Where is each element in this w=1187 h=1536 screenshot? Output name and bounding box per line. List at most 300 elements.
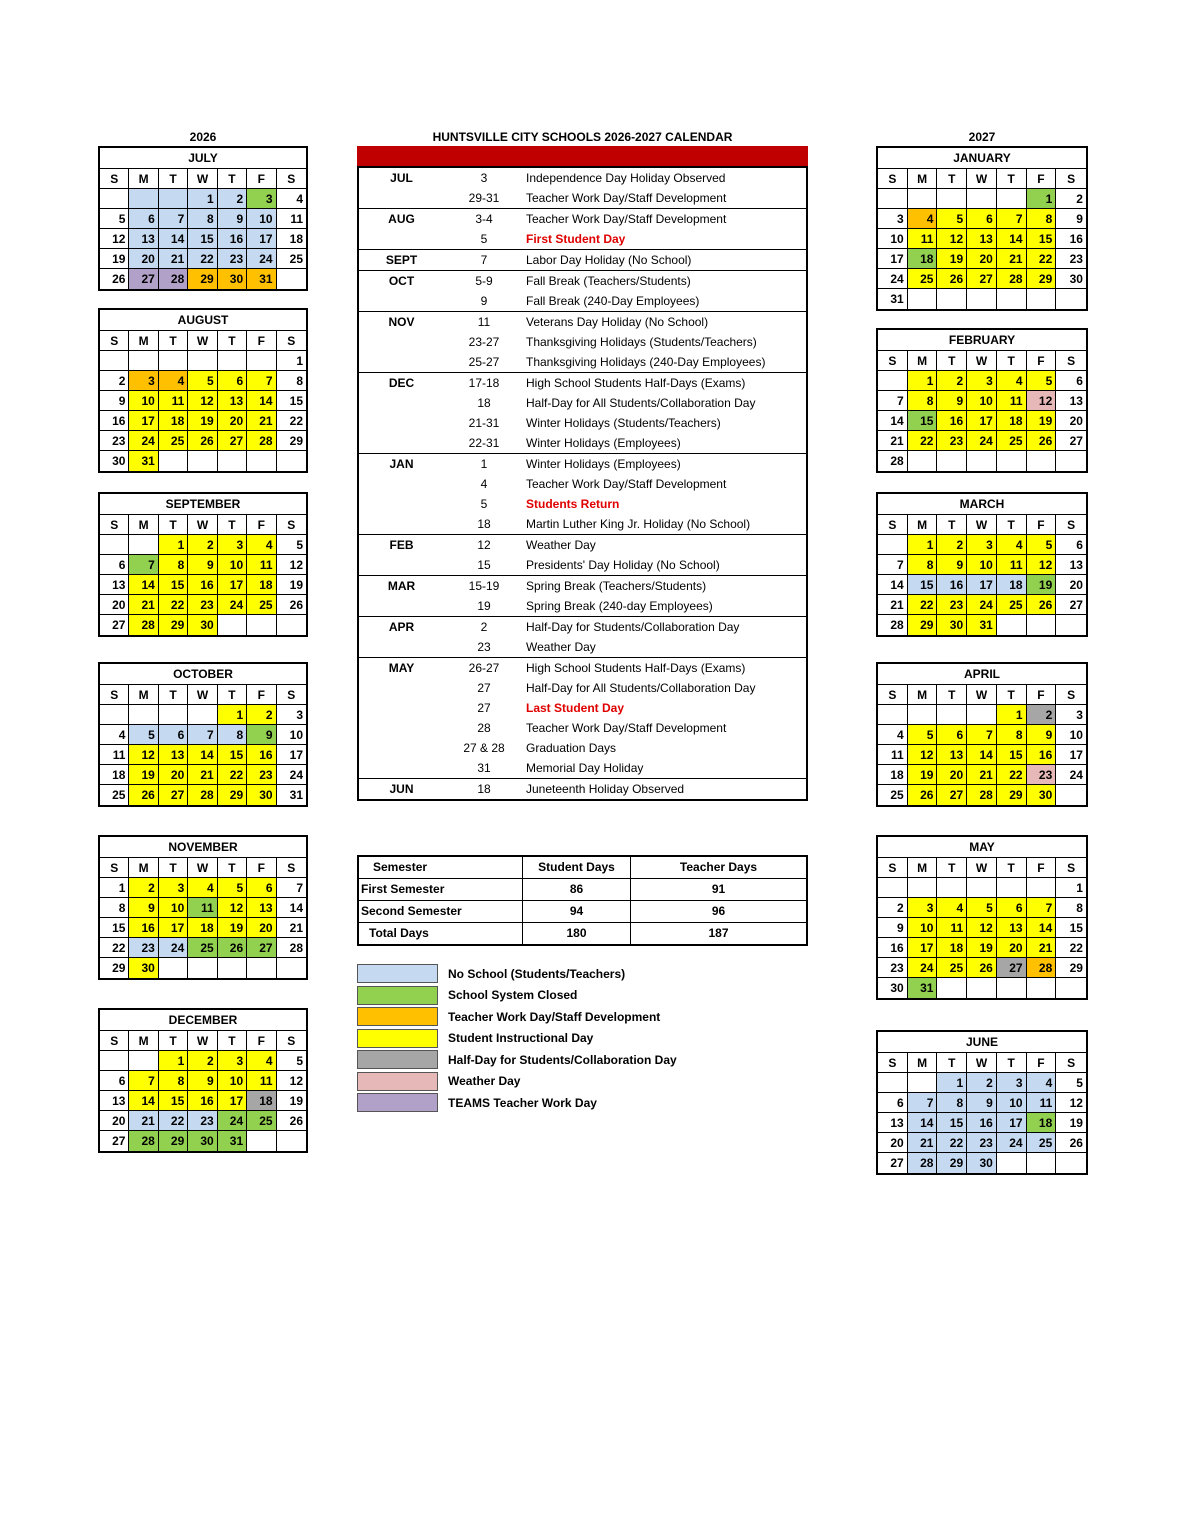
day-cell: 13	[967, 229, 997, 249]
empty-day-cell	[129, 535, 158, 555]
day-cell: 13	[100, 1091, 129, 1111]
day-cell: 11	[247, 555, 276, 575]
day-header: T	[159, 515, 188, 535]
event-month: MAR	[387, 579, 416, 593]
event-date: 17-18	[468, 376, 500, 390]
legend-item	[357, 1049, 677, 1071]
day-cell: 19	[937, 249, 967, 269]
day-cell: 29	[159, 1131, 188, 1151]
day-cell: 31	[218, 1131, 247, 1151]
day-cell: 16	[188, 1091, 217, 1111]
day-cell: 15	[937, 1113, 967, 1133]
day-header: S	[277, 515, 306, 535]
day-cell: 2	[878, 898, 908, 918]
day-cell: 27	[247, 938, 276, 958]
event-month: AUG	[388, 212, 415, 226]
day-cell: 16	[218, 229, 247, 249]
empty-day-cell	[129, 705, 158, 725]
day-header: S	[277, 858, 306, 878]
event-group	[359, 576, 806, 617]
day-cell: 1	[159, 1051, 188, 1071]
day-cell: 23	[878, 958, 908, 978]
day-cell: 4	[1027, 1073, 1057, 1093]
day-cell: 17	[159, 918, 188, 938]
day-cell: 11	[878, 745, 908, 765]
month-january	[876, 146, 1088, 311]
event-row	[359, 678, 806, 698]
event-description: Winter Holidays (Employees)	[526, 436, 681, 450]
day-cell: 6	[997, 898, 1027, 918]
legend-swatch	[357, 1007, 438, 1026]
day-cell: 8	[908, 391, 938, 411]
legend-label: School System Closed	[448, 988, 578, 1003]
day-header: F	[1027, 169, 1057, 189]
day-cell: 29	[937, 1153, 967, 1173]
day-header: T	[997, 351, 1027, 371]
day-cell: 26	[129, 785, 158, 805]
day-cell: 29	[908, 615, 938, 635]
day-cell: 24	[967, 431, 997, 451]
day-cell: 6	[1056, 535, 1086, 555]
day-header: F	[1027, 1053, 1057, 1073]
day-cell: 22	[908, 431, 938, 451]
day-cell: 4	[247, 535, 276, 555]
day-cell: 27	[937, 785, 967, 805]
day-cell: 20	[997, 938, 1027, 958]
month-title: APRIL	[878, 664, 1086, 685]
day-cell: 11	[997, 555, 1027, 575]
empty-day-cell	[1056, 1153, 1086, 1173]
day-cell: 12	[188, 391, 217, 411]
day-cell: 29	[188, 269, 217, 289]
totals-row	[359, 923, 806, 944]
empty-day-cell	[1056, 785, 1086, 805]
day-cell: 27	[159, 785, 188, 805]
empty-day-cell	[159, 451, 188, 471]
day-header: T	[997, 169, 1027, 189]
day-cell: 1	[188, 189, 217, 209]
event-month	[359, 188, 444, 208]
month-title: SEPTEMBER	[100, 494, 306, 515]
day-cell: 17	[247, 229, 276, 249]
event-description: Weather Day	[526, 538, 596, 552]
day-cell: 17	[997, 1113, 1027, 1133]
day-cell: 7	[1027, 898, 1057, 918]
day-cell: 28	[967, 785, 997, 805]
day-cell: 19	[908, 765, 938, 785]
empty-day-cell	[967, 878, 997, 898]
event-description: Spring Break (240-day Employees)	[526, 599, 713, 613]
empty-day-cell	[1056, 451, 1086, 471]
day-header: M	[908, 351, 938, 371]
day-cell: 11	[997, 391, 1027, 411]
empty-day-cell	[967, 451, 997, 471]
day-header: F	[1027, 685, 1057, 705]
day-cell: 8	[937, 1093, 967, 1113]
empty-day-cell	[218, 351, 247, 371]
day-cell: 25	[247, 595, 276, 615]
day-header: F	[247, 331, 276, 351]
day-cell: 7	[967, 725, 997, 745]
event-month	[359, 413, 444, 433]
day-cell: 22	[1027, 249, 1057, 269]
legend-label: Student Instructional Day	[448, 1031, 594, 1046]
day-cell: 7	[277, 878, 306, 898]
event-row	[359, 454, 806, 474]
day-header: S	[878, 515, 908, 535]
day-header: M	[908, 858, 938, 878]
event-row	[359, 250, 806, 270]
event-date: 26-27	[468, 661, 500, 675]
day-cell: 20	[129, 249, 158, 269]
month-title: MAY	[878, 837, 1086, 858]
event-month	[359, 291, 444, 311]
totals-header-cell: Student Days	[523, 857, 631, 878]
event-month	[359, 555, 444, 575]
event-row	[359, 576, 806, 596]
day-header: S	[1056, 169, 1086, 189]
day-cell: 16	[247, 745, 276, 765]
day-header: T	[997, 1053, 1027, 1073]
day-cell: 2	[937, 535, 967, 555]
event-date: 5	[480, 497, 488, 511]
empty-day-cell	[997, 289, 1027, 309]
day-cell: 5	[129, 725, 158, 745]
day-cell: 5	[277, 535, 306, 555]
event-row	[359, 168, 806, 188]
event-row	[359, 433, 806, 453]
legend-item	[357, 1092, 677, 1114]
day-header: S	[878, 858, 908, 878]
day-cell: 30	[1056, 269, 1086, 289]
day-header: T	[218, 331, 247, 351]
day-cell: 25	[997, 431, 1027, 451]
totals-row	[359, 879, 806, 901]
event-group	[359, 535, 806, 576]
legend-swatch	[357, 986, 438, 1005]
event-description: Thanksgiving Holidays (240-Day Employees)	[526, 355, 766, 369]
empty-day-cell	[908, 451, 938, 471]
day-cell: 21	[967, 765, 997, 785]
day-cell: 8	[997, 725, 1027, 745]
empty-day-cell	[218, 958, 247, 978]
event-description: Juneteenth Holiday Observed	[526, 782, 685, 796]
day-header: W	[967, 858, 997, 878]
day-cell: 12	[937, 229, 967, 249]
day-header: F	[247, 169, 276, 189]
day-cell: 29	[218, 785, 247, 805]
event-date: 18	[477, 517, 491, 531]
day-cell: 22	[908, 595, 938, 615]
day-cell: 5	[1027, 371, 1057, 391]
event-description: Winter Holidays (Students/Teachers)	[526, 416, 721, 430]
day-cell: 10	[159, 898, 188, 918]
day-header: W	[188, 331, 217, 351]
empty-day-cell	[997, 1153, 1027, 1173]
totals-row	[359, 901, 806, 923]
day-cell: 5	[277, 1051, 306, 1071]
event-description: Teacher Work Day/Staff Development	[526, 212, 727, 226]
day-cell: 3	[997, 1073, 1027, 1093]
day-cell: 22	[277, 411, 306, 431]
day-cell: 1	[218, 705, 247, 725]
day-cell: 22	[1056, 938, 1086, 958]
day-header: W	[967, 685, 997, 705]
day-cell: 14	[878, 575, 908, 595]
empty-day-cell	[908, 705, 938, 725]
day-header: S	[878, 169, 908, 189]
event-row	[359, 352, 806, 372]
day-cell: 1	[908, 371, 938, 391]
day-cell: 17	[1056, 745, 1086, 765]
day-cell: 2	[937, 371, 967, 391]
event-description: Teacher Work Day/Staff Development	[526, 477, 727, 491]
day-cell: 21	[908, 1133, 938, 1153]
month-september	[98, 492, 308, 637]
day-cell: 27	[878, 1153, 908, 1173]
day-cell: 4	[100, 725, 129, 745]
day-cell: 22	[100, 938, 129, 958]
day-cell: 8	[159, 555, 188, 575]
day-cell: 13	[1056, 391, 1086, 411]
day-cell: 24	[277, 765, 306, 785]
day-cell: 5	[937, 209, 967, 229]
day-cell: 26	[277, 595, 306, 615]
day-cell: 25	[247, 1111, 276, 1131]
day-cell: 15	[159, 575, 188, 595]
day-cell: 30	[129, 958, 158, 978]
day-header: T	[218, 515, 247, 535]
day-cell: 27	[218, 431, 247, 451]
day-cell: 30	[967, 1153, 997, 1173]
day-cell: 11	[247, 1071, 276, 1091]
day-cell: 31	[289, 788, 303, 802]
day-cell: 28	[159, 269, 188, 289]
event-month	[359, 433, 444, 453]
day-cell: 3	[1056, 705, 1086, 725]
day-header: W	[188, 858, 217, 878]
day-cell: 20	[100, 595, 129, 615]
day-header: W	[967, 169, 997, 189]
event-row	[359, 758, 806, 778]
empty-day-cell	[1056, 289, 1086, 309]
day-cell: 18	[100, 765, 129, 785]
day-cell: 28	[997, 269, 1027, 289]
day-cell: 8	[100, 898, 129, 918]
event-month: MAY	[388, 661, 415, 675]
month-title: MARCH	[878, 494, 1086, 515]
empty-day-cell	[218, 615, 247, 635]
totals-header-row	[359, 857, 806, 879]
day-cell: 14	[129, 1091, 158, 1111]
empty-day-cell	[878, 878, 908, 898]
event-row	[359, 738, 806, 758]
day-cell: 4	[159, 371, 188, 391]
empty-day-cell	[247, 615, 276, 635]
day-header: M	[129, 331, 158, 351]
month-title: DECEMBER	[100, 1010, 306, 1031]
day-cell: 28	[129, 1131, 158, 1151]
day-cell: 21	[159, 249, 188, 269]
event-month	[359, 393, 444, 413]
day-cell: 2	[967, 1073, 997, 1093]
day-cell: 3	[159, 878, 188, 898]
day-cell: 16	[878, 938, 908, 958]
day-header: T	[997, 858, 1027, 878]
day-cell: 2	[188, 1051, 217, 1071]
day-cell: 16	[129, 918, 158, 938]
day-cell: 21	[878, 431, 908, 451]
day-header: W	[188, 515, 217, 535]
day-cell: 14	[247, 391, 276, 411]
day-cell: 19	[218, 918, 247, 938]
day-header: T	[159, 331, 188, 351]
day-cell: 4	[997, 535, 1027, 555]
day-cell: 18	[277, 229, 306, 249]
event-description: Fall Break (Teachers/Students)	[526, 274, 691, 288]
day-cell: 29	[159, 615, 188, 635]
day-cell: 25	[908, 269, 938, 289]
day-header: M	[908, 515, 938, 535]
empty-day-cell	[878, 189, 908, 209]
event-description: Martin Luther King Jr. Holiday (No School)	[526, 517, 751, 531]
day-cell: 20	[937, 765, 967, 785]
day-header: S	[277, 169, 306, 189]
empty-day-cell	[1056, 615, 1086, 635]
day-cell: 28	[878, 451, 908, 471]
empty-day-cell	[967, 705, 997, 725]
day-header: S	[100, 331, 129, 351]
empty-day-cell	[878, 371, 908, 391]
day-cell: 22	[218, 765, 247, 785]
day-header: T	[218, 169, 247, 189]
empty-day-cell	[967, 289, 997, 309]
day-cell: 1	[937, 1073, 967, 1093]
day-cell: 16	[937, 411, 967, 431]
day-cell: 8	[277, 371, 306, 391]
day-cell: 10	[129, 391, 158, 411]
day-header: T	[159, 169, 188, 189]
day-cell: 31	[908, 978, 938, 998]
day-cell: 22	[937, 1133, 967, 1153]
empty-day-cell	[997, 615, 1027, 635]
event-description: Spring Break (Teachers/Students)	[526, 579, 707, 593]
event-date: 21-31	[468, 416, 500, 430]
empty-day-cell	[277, 269, 306, 289]
day-cell: 26	[100, 269, 129, 289]
day-header: F	[247, 685, 276, 705]
month-title: JUNE	[878, 1032, 1086, 1053]
empty-day-cell	[908, 189, 938, 209]
legend-item	[357, 1006, 677, 1028]
empty-day-cell	[277, 615, 306, 635]
day-cell: 29	[1027, 269, 1057, 289]
day-cell: 6	[100, 1071, 129, 1091]
event-date: 1	[480, 457, 488, 471]
event-date: 11	[477, 315, 491, 329]
day-cell: 23	[247, 765, 276, 785]
day-cell: 3	[967, 535, 997, 555]
day-cell: 28	[878, 615, 908, 635]
event-month	[359, 637, 444, 657]
event-month: SEPT	[385, 253, 418, 267]
day-cell: 24	[247, 249, 276, 269]
event-date: 3-4	[475, 212, 493, 226]
day-cell: 15	[908, 575, 938, 595]
day-cell: 12	[277, 555, 306, 575]
day-header: M	[908, 685, 938, 705]
day-cell: 16	[1056, 229, 1086, 249]
month-may	[876, 835, 1088, 1000]
event-description: Students Return	[526, 497, 620, 511]
empty-day-cell	[129, 189, 158, 209]
event-month	[359, 494, 444, 514]
day-header: W	[188, 685, 217, 705]
day-cell: 28	[277, 938, 306, 958]
event-row	[359, 514, 806, 534]
day-cell: 5	[100, 209, 129, 229]
legend-swatch	[357, 1050, 438, 1069]
day-cell: 7	[997, 209, 1027, 229]
totals-cell: Total Days	[359, 923, 523, 944]
day-cell: 7	[247, 371, 276, 391]
empty-day-cell	[937, 878, 967, 898]
day-cell: 23	[188, 1111, 217, 1131]
day-header: S	[1056, 515, 1086, 535]
event-month: OCT	[388, 274, 415, 288]
event-date: 27 & 28	[463, 741, 505, 755]
empty-day-cell	[967, 189, 997, 209]
day-cell: 19	[967, 938, 997, 958]
day-cell: 16	[100, 411, 129, 431]
month-title: JULY	[100, 148, 306, 169]
event-group	[359, 658, 806, 779]
color-legend	[357, 963, 677, 1114]
day-cell: 13	[159, 745, 188, 765]
empty-day-cell	[908, 1073, 938, 1093]
empty-day-cell	[967, 978, 997, 998]
day-cell: 6	[129, 209, 158, 229]
day-cell: 23	[1056, 249, 1086, 269]
day-header: T	[937, 169, 967, 189]
totals-cell: 180	[523, 923, 631, 944]
day-cell: 4	[247, 1051, 276, 1071]
day-cell: 12	[218, 898, 247, 918]
day-cell: 9	[937, 555, 967, 575]
day-header: T	[937, 685, 967, 705]
day-header: S	[878, 685, 908, 705]
event-row	[359, 312, 806, 332]
day-cell: 30	[247, 785, 276, 805]
empty-day-cell	[1027, 289, 1057, 309]
event-date: 2	[480, 620, 488, 634]
legend-swatch	[357, 1029, 438, 1048]
event-date: 31	[477, 761, 491, 775]
empty-day-cell	[100, 1051, 129, 1071]
day-cell: 23	[188, 595, 217, 615]
day-cell: 15	[218, 745, 247, 765]
event-row	[359, 617, 806, 637]
event-date: 15	[477, 558, 491, 572]
day-cell: 27	[1056, 595, 1086, 615]
event-month: JUL	[390, 171, 413, 185]
day-cell: 9	[188, 555, 217, 575]
empty-day-cell	[100, 351, 129, 371]
day-cell: 4	[997, 371, 1027, 391]
event-month: DEC	[388, 376, 415, 390]
event-date: 12	[477, 538, 491, 552]
day-cell: 1	[997, 705, 1027, 725]
